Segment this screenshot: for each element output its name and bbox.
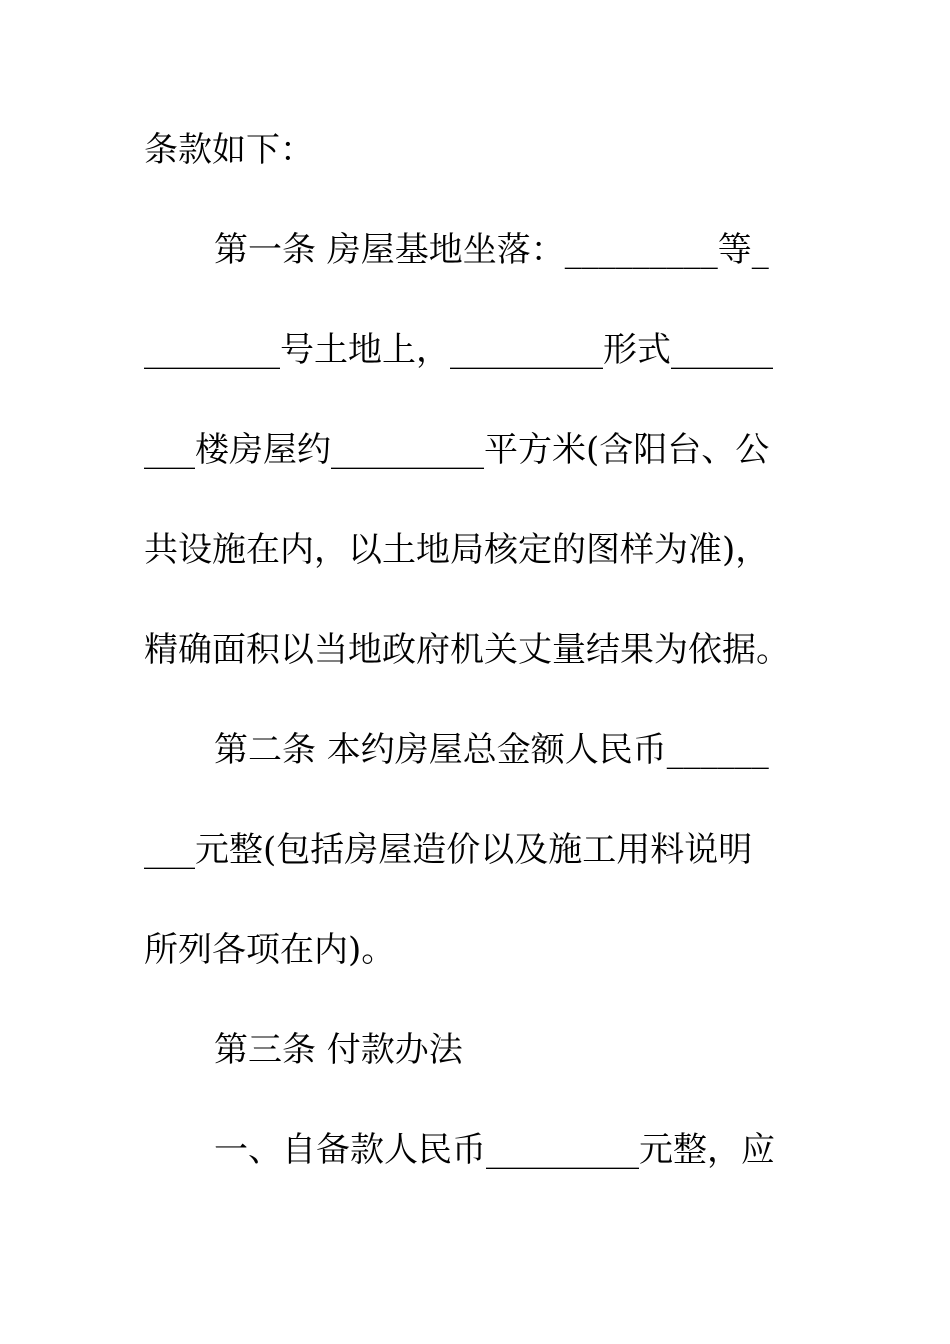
text-line-8: ___元整(包括房屋造价以及施工用料说明 — [144, 830, 753, 870]
article-1-heading-line: 第一条 房屋基地坐落：_________等_ — [214, 230, 769, 270]
text-line-5: 共设施在内，以土地局核定的图样为准)， — [144, 530, 770, 570]
article-3-heading-line: 第三条 付款办法 — [214, 1030, 463, 1070]
text-line-4: ___楼房屋约_________平方米(含阳台、公 — [144, 430, 770, 470]
payment-item-1-line: 一、自备款人民币_________元整，应 — [214, 1130, 775, 1170]
text-line-3: ________号土地上，_________形式______ — [144, 330, 773, 370]
text-line-1: 条款如下： — [144, 130, 314, 170]
text-line-9: 所列各项在内)。 — [144, 930, 396, 970]
article-2-heading-line: 第二条 本约房屋总金额人民币______ — [214, 730, 769, 770]
text-line-6: 精确面积以当地政府机关丈量结果为依据。 — [144, 630, 790, 670]
